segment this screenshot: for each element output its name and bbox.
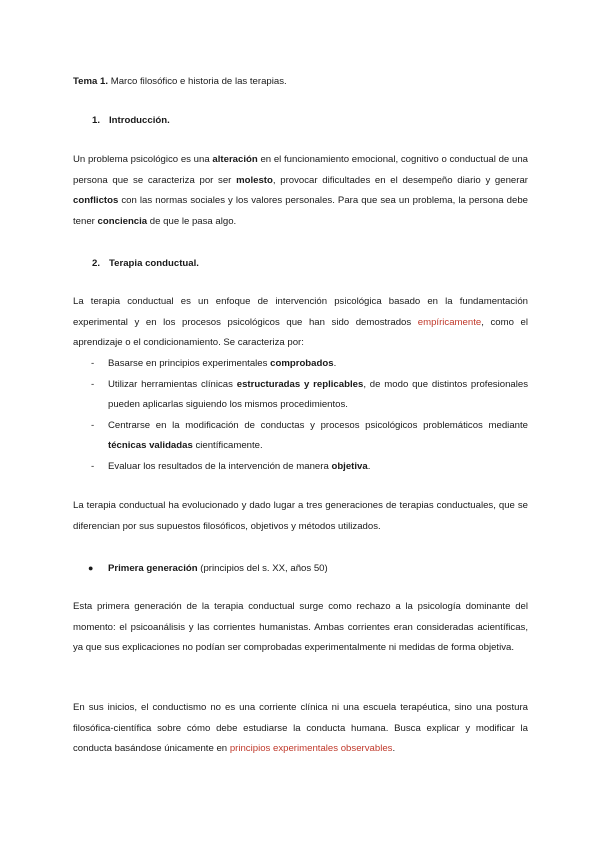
p1-text-2: en el funcionamiento emocional, cognitivo o conductual de una persona que se caracteriza por ser [73, 154, 528, 186]
section-heading-1 [92, 111, 528, 132]
characteristics-list [91, 354, 528, 478]
bullet-first-generation [88, 558, 528, 580]
p5-text-2: . [392, 743, 396, 755]
section-heading-2 [92, 254, 528, 275]
list-text: , de modo que distintos profesionales pueden aplicarlas siguiendo los mismos procedimientos. [108, 378, 528, 411]
list-text: Basarse en principios experimentales [108, 358, 271, 369]
bullet-rest: (principios del s. XX, años 50) [197, 563, 328, 574]
list-item [91, 416, 528, 457]
list-bold: estructuradas y replicables [236, 378, 364, 390]
list-text: Evaluar los resultados de la intervención de manera [108, 460, 332, 472]
p1-bold-1: alteración [212, 154, 258, 165]
heading-1-text: Introducción. [109, 115, 170, 126]
list-dash: - [91, 460, 95, 472]
list-text: . [333, 358, 337, 369]
p2-text-1: La terapia conductual es un enfoque de intervención psicológica basado en la fundamentación experimental y en los procesos psicológicos que han sido demostrados [73, 296, 528, 328]
title-rest: Marco filosófico e historia de las terapias. [108, 76, 287, 87]
p5-highlight: principios experimentales observables [229, 743, 393, 755]
p1-text-3: , provocar dificultades en el desempeño diario y generar [272, 174, 528, 186]
list-item [91, 354, 528, 375]
list-dash: - [91, 358, 95, 369]
list-text: científicamente. [192, 440, 263, 452]
bullet-bold: Primera generación [108, 563, 198, 574]
p1-bold-3: conflictos [73, 195, 119, 207]
p1-bold-4: conciencia [97, 215, 148, 227]
paragraph-introduction [73, 150, 528, 232]
list-text: . [367, 460, 371, 472]
bullet-dot-icon: ● [88, 563, 94, 573]
paragraph-behavioral-therapy [73, 292, 528, 354]
p1-text-1: Un problema psicológico es una [73, 154, 213, 165]
list-dash: - [91, 419, 95, 431]
heading-1-number: 1. [92, 115, 101, 126]
p1-bold-2: molesto [236, 174, 273, 186]
title-bold: Tema 1. [73, 76, 109, 87]
paragraph-first-generation: Esta primera generación de la terapia conductual surge como rechazo a la psicología dominante del momento: el psicoanálisis y las corrientes humanistas. Ambas corrientes eran consideradas acientíficas, ya que sus explicaciones no podían ser comprobadas experimentalmente ni medidas de forma objetiva. [73, 601, 528, 654]
heading-2-text: Terapia conductual. [109, 258, 199, 269]
list-item [91, 457, 528, 478]
list-text: Centrarse en la modificación de conductas y procesos psicológicos problemáticos mediante [108, 419, 528, 431]
list-text: Utilizar herramientas clínicas [108, 378, 237, 390]
list-bold: objetiva [331, 460, 368, 472]
p1-text-5: de que le pasa algo. [147, 215, 237, 227]
document-title [73, 72, 528, 93]
p2-highlight: empíricamente [417, 316, 482, 328]
p1-text-4: con las normas sociales y los valores personales. Para que sea un problema, la persona debe tener [73, 195, 528, 227]
list-bold: técnicas validadas [108, 440, 193, 452]
paragraph-behaviorism-origins [73, 698, 528, 760]
p2-text-2: , como el aprendizaje o el condicionamiento. Se caracteriza por: [73, 316, 528, 349]
list-bold: comprobados [270, 358, 334, 369]
paragraph-generations: La terapia conductual ha evolucionado y dado lugar a tres generaciones de terapias conductuales, que se diferencian por sus supuestos filosóficos, objetivos y métodos utilizados. [73, 500, 528, 532]
p5-text-1: En sus inicios, el conductismo no es una corriente clínica ni una escuela terapéutica, sino una postura filosófica-científica sobre cómo debe estudiarse la conducta humana. Busca explicar y modificar la conducta basándose únicamente en [73, 702, 528, 755]
heading-2-number: 2. [92, 258, 101, 269]
list-item [91, 375, 528, 416]
list-dash: - [91, 378, 95, 390]
